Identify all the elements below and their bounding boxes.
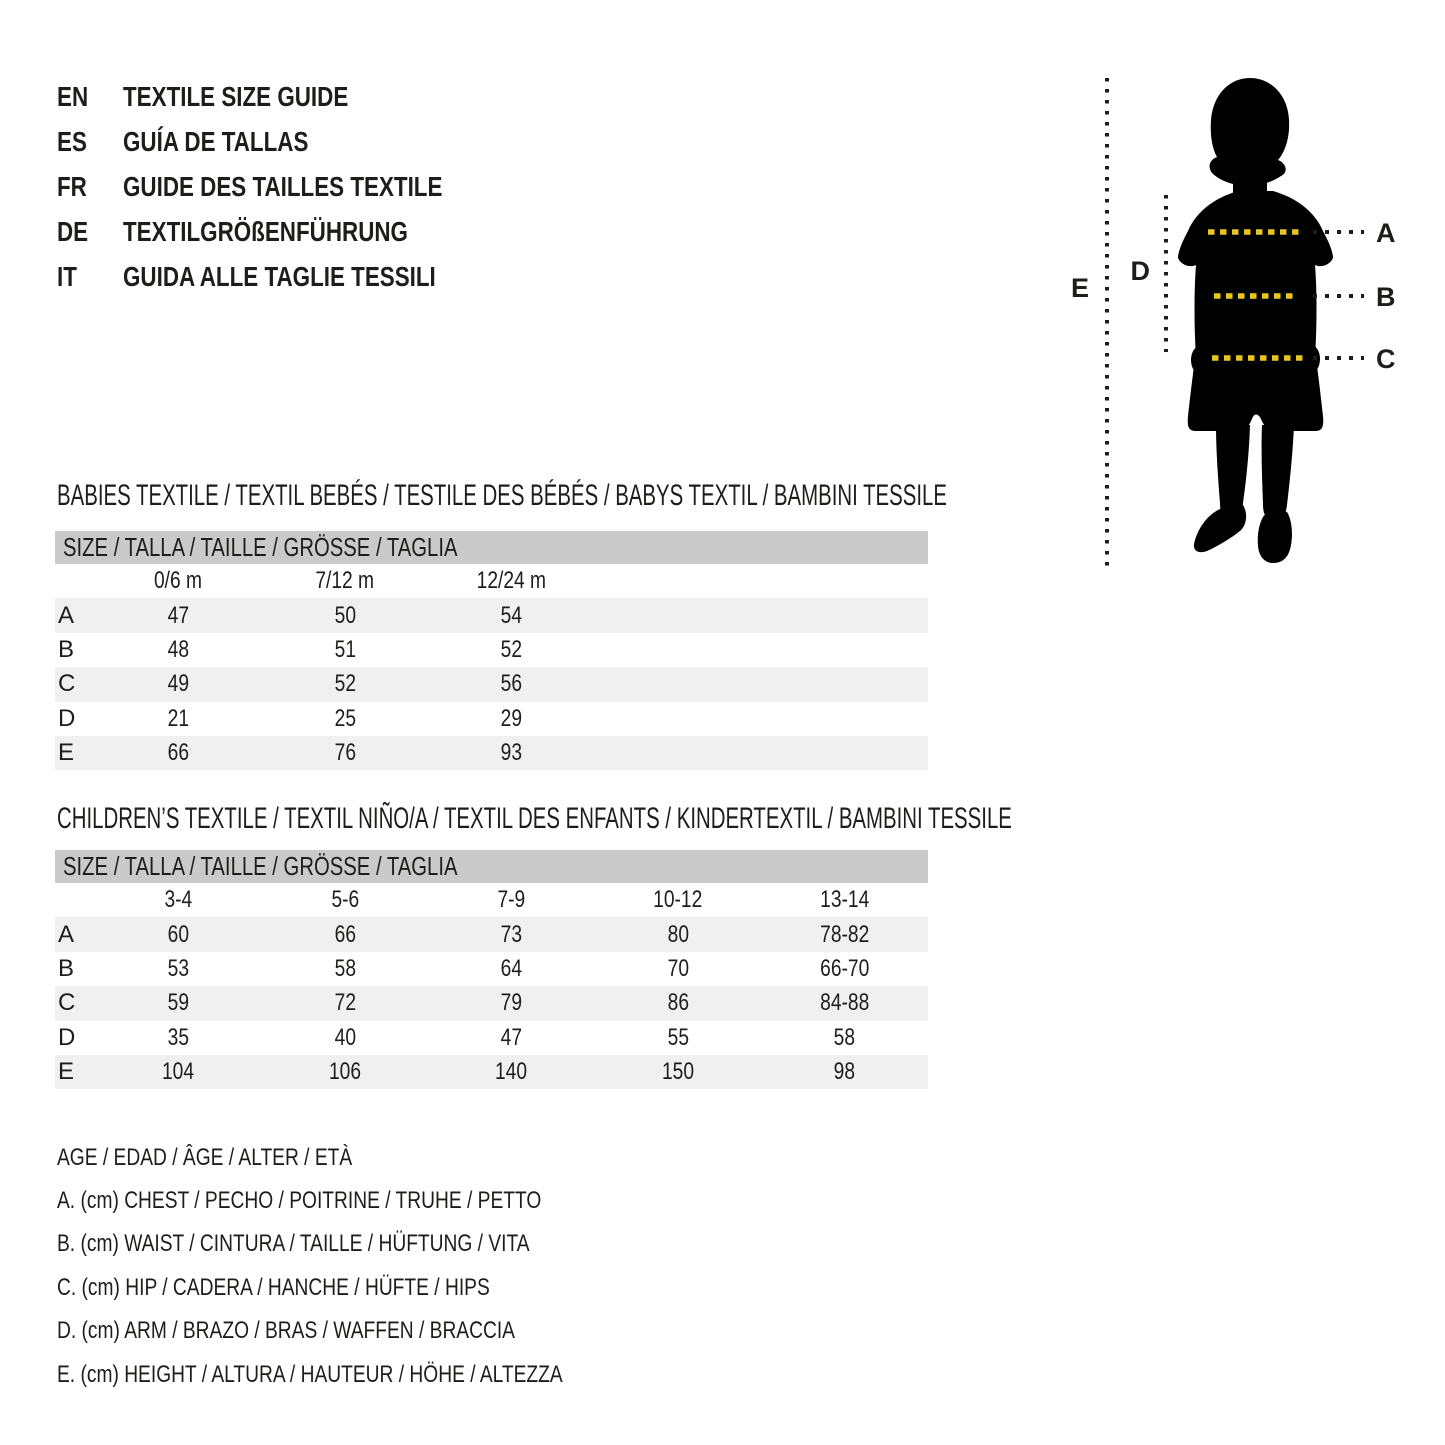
page-title-de: TEXTILGRÖßENFÜHRUNG	[123, 215, 408, 247]
figure-label-b: B	[1376, 282, 1396, 312]
cell-value: 60	[167, 920, 189, 948]
children-row-e	[55, 1055, 928, 1089]
column-header: 0/6 m	[154, 567, 203, 595]
cell-value: 52	[334, 670, 356, 698]
row-label: C	[58, 670, 76, 698]
cell-value: 106	[328, 1058, 361, 1086]
cell-value: 104	[162, 1058, 195, 1086]
cell-value: 56	[500, 670, 523, 698]
babies-row-e	[55, 736, 928, 770]
cell-value: 93	[500, 739, 523, 767]
cell-value: 98	[834, 1058, 856, 1086]
cell-value: 58	[334, 954, 356, 982]
cell-value: 72	[334, 989, 356, 1017]
cell-value: 58	[834, 1023, 856, 1051]
page-title-fr: GUIDE DES TAILLES TEXTILE	[123, 170, 443, 202]
babies-row-c	[55, 667, 928, 701]
children-row-d	[55, 1021, 928, 1055]
lang-code-en: EN	[57, 80, 89, 112]
babies-row-b	[55, 633, 928, 667]
children-table-header-bar: SIZE / TALLA / TAILLE / GRÖSSE / TAGLIA	[55, 850, 928, 883]
cell-value: 79	[500, 989, 523, 1017]
babies-row-d	[55, 702, 928, 736]
title-line-de	[57, 209, 522, 254]
figure-label-a: A	[1376, 218, 1396, 248]
children-row-c	[55, 986, 928, 1020]
lang-code-fr: FR	[57, 170, 87, 202]
cell-value: 78-82	[820, 920, 870, 948]
figure-label-e: E	[1070, 273, 1089, 303]
children-section-title: CHILDREN’S TEXTILE / TEXTIL NIÑO/A / TEXTIL DES ENFANTS / KINDERTEXTIL / BAMBINI TESSILE	[57, 802, 1012, 835]
cell-value: 47	[500, 1023, 523, 1051]
cell-value: 150	[662, 1058, 695, 1086]
cell-value: 51	[334, 635, 356, 663]
legend-height: E. (cm) HEIGHT / ALTURA / HAUTEUR / HÖHE / ALTEZZA	[57, 1360, 563, 1388]
cell-value: 86	[667, 989, 689, 1017]
cell-value: 80	[667, 920, 689, 948]
children-row-b	[55, 952, 928, 986]
cell-value: 40	[334, 1023, 356, 1051]
column-header: 3-4	[164, 886, 193, 914]
cell-value: 76	[334, 739, 356, 767]
row-label: B	[58, 954, 75, 982]
babies-section-title: BABIES TEXTILE / TEXTIL BEBÉS / TESTILE DES BÉBÉS / BABYS TEXTIL / BAMBINI TESSILE	[57, 479, 948, 512]
cell-value: 21	[167, 704, 189, 732]
cell-value: 52	[500, 635, 523, 663]
measure-legend	[57, 1136, 689, 1396]
title-line-fr	[57, 164, 522, 209]
cell-value: 84-88	[820, 989, 870, 1017]
babies-table-header-bar: SIZE / TALLA / TAILLE / GRÖSSE / TAGLIA	[55, 531, 928, 564]
page-title-es: GUÍA DE TALLAS	[123, 125, 309, 157]
column-header: 12/24 m	[476, 567, 547, 595]
title-line-en	[57, 74, 522, 119]
lang-code-es: ES	[57, 125, 87, 157]
row-label: B	[58, 635, 75, 663]
row-label: D	[58, 1023, 76, 1051]
measurement-figure	[1050, 60, 1445, 600]
cell-value: 140	[495, 1058, 528, 1086]
column-header: 5-6	[331, 886, 359, 914]
cell-value: 48	[167, 635, 189, 663]
babies-size-table	[55, 531, 928, 770]
cell-value: 64	[500, 954, 523, 982]
cell-value: 55	[667, 1023, 689, 1051]
cell-value: 66-70	[820, 954, 870, 982]
cell-value: 47	[167, 601, 189, 629]
legend-arm: D. (cm) ARM / BRAZO / BRAS / WAFFEN / BRACCIA	[57, 1317, 515, 1345]
cell-value: 35	[167, 1023, 189, 1051]
cell-value: 53	[167, 954, 189, 982]
children-column-header-row	[55, 883, 928, 917]
figure-label-d: D	[1130, 256, 1150, 286]
column-header: 13-14	[820, 886, 870, 914]
title-block	[57, 74, 522, 299]
cell-value: 50	[334, 601, 356, 629]
cell-value: 49	[167, 670, 189, 698]
row-label: D	[58, 704, 76, 732]
cell-value: 29	[500, 704, 523, 732]
babies-row-a	[55, 598, 928, 632]
cell-value: 70	[667, 954, 689, 982]
row-label: C	[58, 989, 76, 1017]
figure-label-c: C	[1376, 344, 1396, 374]
cell-value: 59	[167, 989, 189, 1017]
row-label: E	[58, 1058, 75, 1086]
cell-value: 54	[500, 601, 523, 629]
babies-column-header-row	[55, 564, 928, 598]
column-header: 10-12	[653, 886, 703, 914]
lang-code-de: DE	[57, 215, 89, 247]
column-header: 7/12 m	[315, 567, 375, 595]
row-label: A	[58, 920, 75, 948]
children-size-table	[55, 850, 928, 1089]
cell-value: 66	[167, 739, 189, 767]
title-line-es	[57, 119, 522, 164]
lang-code-it: IT	[57, 260, 77, 292]
page-title-it: GUIDA ALLE TAGLIE TESSILI	[123, 260, 436, 292]
column-header: 7-9	[497, 886, 526, 914]
legend-age: AGE / EDAD / ÂGE / ALTER / ETÀ	[57, 1143, 353, 1171]
cell-value: 73	[500, 920, 523, 948]
page-title-en: TEXTILE SIZE GUIDE	[123, 80, 349, 112]
legend-waist: B. (cm) WAIST / CINTURA / TAILLE / HÜFTUNG / VITA	[57, 1230, 530, 1258]
cell-value: 66	[334, 920, 356, 948]
children-row-a	[55, 917, 928, 951]
title-line-it	[57, 254, 522, 299]
cell-value: 25	[334, 704, 356, 732]
legend-hip: C. (cm) HIP / CADERA / HANCHE / HÜFTE / HIPS	[57, 1273, 490, 1301]
row-label: A	[58, 601, 75, 629]
legend-chest: A. (cm) CHEST / PECHO / POITRINE / TRUHE / PETTO	[57, 1187, 542, 1215]
row-label: E	[58, 739, 75, 767]
